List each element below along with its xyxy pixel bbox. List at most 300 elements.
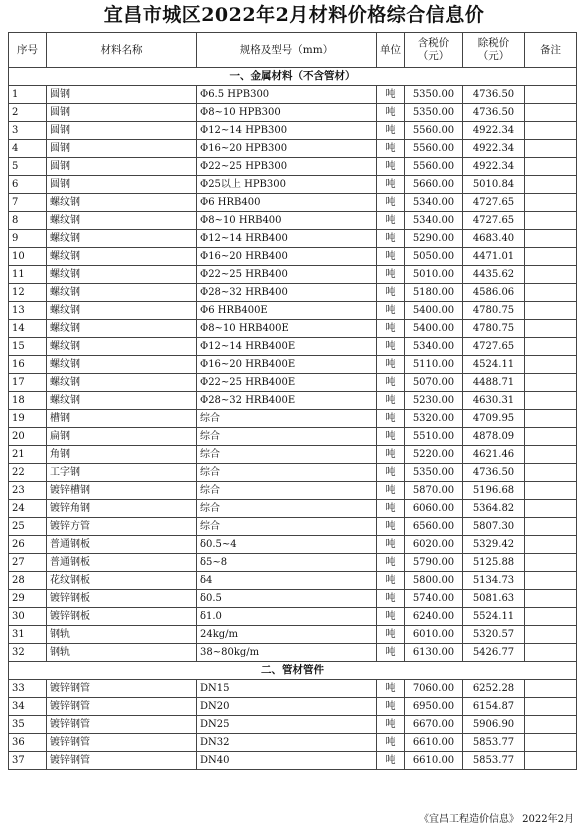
cell-name: 螺纹钢 bbox=[47, 392, 197, 410]
cell-tax-incl: 6130.00 bbox=[405, 644, 463, 662]
cell-spec: 综合 bbox=[197, 518, 377, 536]
cell-no: 29 bbox=[9, 590, 47, 608]
cell-spec: Φ12~14 HRB400E bbox=[197, 338, 377, 356]
cell-no: 37 bbox=[9, 752, 47, 770]
cell-name: 镀锌钢管 bbox=[47, 698, 197, 716]
cell-no: 21 bbox=[9, 446, 47, 464]
cell-spec: Φ22~25 HRB400 bbox=[197, 266, 377, 284]
cell-tax-incl: 6950.00 bbox=[405, 698, 463, 716]
cell-no: 2 bbox=[9, 104, 47, 122]
cell-remark bbox=[525, 392, 577, 410]
cell-tax-excl: 4727.65 bbox=[463, 194, 525, 212]
cell-name: 圆钢 bbox=[47, 158, 197, 176]
cell-no: 36 bbox=[9, 734, 47, 752]
table-row bbox=[9, 158, 577, 176]
header-tax-excl-line1: 除税价 bbox=[477, 37, 510, 49]
cell-name: 角钢 bbox=[47, 446, 197, 464]
cell-unit: 吨 bbox=[377, 338, 405, 356]
cell-tax-excl: 5364.82 bbox=[463, 500, 525, 518]
cell-no: 34 bbox=[9, 698, 47, 716]
cell-no: 28 bbox=[9, 572, 47, 590]
cell-unit: 吨 bbox=[377, 320, 405, 338]
cell-remark bbox=[525, 248, 577, 266]
cell-unit: 吨 bbox=[377, 302, 405, 320]
cell-name: 圆钢 bbox=[47, 104, 197, 122]
table-row bbox=[9, 554, 577, 572]
cell-no: 30 bbox=[9, 608, 47, 626]
cell-spec: 综合 bbox=[197, 410, 377, 428]
cell-unit: 吨 bbox=[377, 122, 405, 140]
cell-tax-excl: 5853.77 bbox=[463, 734, 525, 752]
cell-tax-incl: 5350.00 bbox=[405, 104, 463, 122]
cell-tax-incl: 5510.00 bbox=[405, 428, 463, 446]
cell-spec: δ5~8 bbox=[197, 554, 377, 572]
cell-remark bbox=[525, 626, 577, 644]
cell-remark bbox=[525, 644, 577, 662]
cell-unit: 吨 bbox=[377, 698, 405, 716]
cell-remark bbox=[525, 410, 577, 428]
cell-unit: 吨 bbox=[377, 194, 405, 212]
header-unit: 单位 bbox=[377, 33, 405, 68]
header-remark: 备注 bbox=[525, 33, 577, 68]
cell-unit: 吨 bbox=[377, 356, 405, 374]
cell-remark bbox=[525, 734, 577, 752]
cell-name: 圆钢 bbox=[47, 176, 197, 194]
cell-name: 螺纹钢 bbox=[47, 338, 197, 356]
cell-remark bbox=[525, 86, 577, 104]
table-row bbox=[9, 140, 577, 158]
table-row bbox=[9, 122, 577, 140]
cell-remark bbox=[525, 374, 577, 392]
cell-spec: Φ22~25 HRB400E bbox=[197, 374, 377, 392]
cell-remark bbox=[525, 554, 577, 572]
cell-remark bbox=[525, 482, 577, 500]
cell-remark bbox=[525, 572, 577, 590]
cell-tax-excl: 6154.87 bbox=[463, 698, 525, 716]
cell-tax-incl: 6670.00 bbox=[405, 716, 463, 734]
cell-tax-incl: 7060.00 bbox=[405, 680, 463, 698]
cell-tax-excl: 5329.42 bbox=[463, 536, 525, 554]
cell-unit: 吨 bbox=[377, 230, 405, 248]
cell-tax-excl: 4630.31 bbox=[463, 392, 525, 410]
cell-remark bbox=[525, 428, 577, 446]
table-row bbox=[9, 734, 577, 752]
cell-tax-incl: 5560.00 bbox=[405, 122, 463, 140]
cell-name: 普通钢板 bbox=[47, 536, 197, 554]
section-header-row bbox=[9, 662, 577, 680]
table-row bbox=[9, 500, 577, 518]
cell-tax-incl: 5560.00 bbox=[405, 158, 463, 176]
table-row bbox=[9, 716, 577, 734]
cell-tax-excl: 4922.34 bbox=[463, 122, 525, 140]
cell-remark bbox=[525, 680, 577, 698]
cell-unit: 吨 bbox=[377, 446, 405, 464]
cell-name: 钢轨 bbox=[47, 644, 197, 662]
cell-spec: Φ28~32 HRB400E bbox=[197, 392, 377, 410]
cell-spec: DN32 bbox=[197, 734, 377, 752]
cell-no: 22 bbox=[9, 464, 47, 482]
cell-tax-incl: 5290.00 bbox=[405, 230, 463, 248]
cell-remark bbox=[525, 590, 577, 608]
cell-name: 镀锌槽钢 bbox=[47, 482, 197, 500]
cell-remark bbox=[525, 608, 577, 626]
cell-name: 螺纹钢 bbox=[47, 230, 197, 248]
cell-spec: Φ8~10 HPB300 bbox=[197, 104, 377, 122]
cell-unit: 吨 bbox=[377, 752, 405, 770]
cell-tax-excl: 4586.06 bbox=[463, 284, 525, 302]
cell-tax-incl: 5660.00 bbox=[405, 176, 463, 194]
cell-name: 工字钢 bbox=[47, 464, 197, 482]
cell-tax-incl: 5560.00 bbox=[405, 140, 463, 158]
table-row bbox=[9, 338, 577, 356]
cell-unit: 吨 bbox=[377, 86, 405, 104]
cell-unit: 吨 bbox=[377, 104, 405, 122]
cell-tax-excl: 5524.11 bbox=[463, 608, 525, 626]
cell-no: 1 bbox=[9, 86, 47, 104]
cell-unit: 吨 bbox=[377, 500, 405, 518]
cell-tax-incl: 5110.00 bbox=[405, 356, 463, 374]
cell-spec: Φ16~20 HRB400E bbox=[197, 356, 377, 374]
cell-name: 圆钢 bbox=[47, 122, 197, 140]
cell-tax-incl: 5070.00 bbox=[405, 374, 463, 392]
cell-tax-excl: 4471.01 bbox=[463, 248, 525, 266]
table-row bbox=[9, 176, 577, 194]
cell-tax-excl: 5081.63 bbox=[463, 590, 525, 608]
cell-tax-incl: 5400.00 bbox=[405, 302, 463, 320]
table-row bbox=[9, 374, 577, 392]
table-body bbox=[9, 68, 577, 770]
cell-spec: Φ25以上 HPB300 bbox=[197, 176, 377, 194]
cell-remark bbox=[525, 230, 577, 248]
table-header-row bbox=[9, 33, 577, 68]
cell-spec: 24kg/m bbox=[197, 626, 377, 644]
cell-no: 6 bbox=[9, 176, 47, 194]
table-row bbox=[9, 266, 577, 284]
cell-name: 螺纹钢 bbox=[47, 356, 197, 374]
cell-spec: Φ28~32 HRB400 bbox=[197, 284, 377, 302]
cell-tax-incl: 5340.00 bbox=[405, 212, 463, 230]
cell-unit: 吨 bbox=[377, 716, 405, 734]
cell-no: 26 bbox=[9, 536, 47, 554]
cell-tax-incl: 5340.00 bbox=[405, 194, 463, 212]
table-row bbox=[9, 680, 577, 698]
cell-spec: DN40 bbox=[197, 752, 377, 770]
cell-spec: Φ16~20 HPB300 bbox=[197, 140, 377, 158]
cell-name: 槽钢 bbox=[47, 410, 197, 428]
cell-tax-incl: 6010.00 bbox=[405, 626, 463, 644]
cell-unit: 吨 bbox=[377, 410, 405, 428]
table-row bbox=[9, 392, 577, 410]
cell-tax-excl: 5125.88 bbox=[463, 554, 525, 572]
cell-unit: 吨 bbox=[377, 680, 405, 698]
cell-unit: 吨 bbox=[377, 374, 405, 392]
table-row bbox=[9, 320, 577, 338]
cell-name: 镀锌钢管 bbox=[47, 752, 197, 770]
table-row bbox=[9, 536, 577, 554]
cell-unit: 吨 bbox=[377, 266, 405, 284]
table-row bbox=[9, 752, 577, 770]
cell-spec: Φ6 HRB400 bbox=[197, 194, 377, 212]
cell-unit: 吨 bbox=[377, 626, 405, 644]
cell-no: 11 bbox=[9, 266, 47, 284]
cell-no: 33 bbox=[9, 680, 47, 698]
table-row bbox=[9, 194, 577, 212]
cell-spec: 综合 bbox=[197, 482, 377, 500]
cell-name: 镀锌钢板 bbox=[47, 590, 197, 608]
cell-remark bbox=[525, 302, 577, 320]
cell-unit: 吨 bbox=[377, 518, 405, 536]
cell-no: 9 bbox=[9, 230, 47, 248]
cell-tax-excl: 4736.50 bbox=[463, 86, 525, 104]
cell-name: 螺纹钢 bbox=[47, 194, 197, 212]
cell-no: 17 bbox=[9, 374, 47, 392]
cell-name: 镀锌钢管 bbox=[47, 716, 197, 734]
cell-no: 23 bbox=[9, 482, 47, 500]
header-tax-excl bbox=[463, 33, 525, 68]
cell-spec: δ0.5 bbox=[197, 590, 377, 608]
cell-tax-incl: 6240.00 bbox=[405, 608, 463, 626]
cell-tax-excl: 4727.65 bbox=[463, 212, 525, 230]
cell-unit: 吨 bbox=[377, 536, 405, 554]
cell-spec: 38~80kg/m bbox=[197, 644, 377, 662]
cell-remark bbox=[525, 320, 577, 338]
table-row bbox=[9, 230, 577, 248]
table-row bbox=[9, 104, 577, 122]
cell-unit: 吨 bbox=[377, 158, 405, 176]
cell-no: 4 bbox=[9, 140, 47, 158]
cell-tax-excl: 5426.77 bbox=[463, 644, 525, 662]
table-row bbox=[9, 608, 577, 626]
header-tax-excl-line2: （元） bbox=[477, 50, 510, 62]
cell-spec: δ4 bbox=[197, 572, 377, 590]
table-row bbox=[9, 248, 577, 266]
header-tax-incl bbox=[405, 33, 463, 68]
footer-source: 《宜昌工程造价信息》 2022年2月 bbox=[419, 814, 574, 825]
table-row bbox=[9, 644, 577, 662]
cell-spec: Φ12~14 HRB400 bbox=[197, 230, 377, 248]
cell-remark bbox=[525, 122, 577, 140]
header-no: 序号 bbox=[9, 33, 47, 68]
cell-tax-incl: 5350.00 bbox=[405, 86, 463, 104]
cell-tax-excl: 5807.30 bbox=[463, 518, 525, 536]
cell-unit: 吨 bbox=[377, 464, 405, 482]
cell-tax-incl: 5050.00 bbox=[405, 248, 463, 266]
cell-unit: 吨 bbox=[377, 734, 405, 752]
cell-name: 螺纹钢 bbox=[47, 284, 197, 302]
cell-no: 14 bbox=[9, 320, 47, 338]
cell-remark bbox=[525, 536, 577, 554]
cell-unit: 吨 bbox=[377, 212, 405, 230]
cell-no: 32 bbox=[9, 644, 47, 662]
cell-no: 7 bbox=[9, 194, 47, 212]
cell-name: 镀锌钢管 bbox=[47, 734, 197, 752]
cell-unit: 吨 bbox=[377, 482, 405, 500]
cell-tax-incl: 5400.00 bbox=[405, 320, 463, 338]
cell-spec: DN15 bbox=[197, 680, 377, 698]
cell-remark bbox=[525, 338, 577, 356]
cell-no: 5 bbox=[9, 158, 47, 176]
cell-no: 19 bbox=[9, 410, 47, 428]
cell-no: 18 bbox=[9, 392, 47, 410]
table-row bbox=[9, 302, 577, 320]
cell-remark bbox=[525, 356, 577, 374]
price-table bbox=[8, 32, 577, 770]
table-row bbox=[9, 356, 577, 374]
cell-no: 15 bbox=[9, 338, 47, 356]
header-spec: 规格及型号（mm） bbox=[197, 33, 377, 68]
table-row bbox=[9, 590, 577, 608]
table-row bbox=[9, 482, 577, 500]
cell-no: 8 bbox=[9, 212, 47, 230]
cell-no: 10 bbox=[9, 248, 47, 266]
cell-name: 螺纹钢 bbox=[47, 374, 197, 392]
cell-tax-excl: 5196.68 bbox=[463, 482, 525, 500]
cell-spec: Φ6.5 HPB300 bbox=[197, 86, 377, 104]
table-row bbox=[9, 410, 577, 428]
table-row bbox=[9, 518, 577, 536]
cell-remark bbox=[525, 194, 577, 212]
cell-spec: Φ6 HRB400E bbox=[197, 302, 377, 320]
cell-name: 镀锌钢板 bbox=[47, 608, 197, 626]
table-row bbox=[9, 626, 577, 644]
cell-tax-excl: 4524.11 bbox=[463, 356, 525, 374]
cell-name: 普通钢板 bbox=[47, 554, 197, 572]
cell-name: 螺纹钢 bbox=[47, 248, 197, 266]
cell-spec: DN25 bbox=[197, 716, 377, 734]
cell-remark bbox=[525, 518, 577, 536]
cell-name: 圆钢 bbox=[47, 140, 197, 158]
cell-unit: 吨 bbox=[377, 248, 405, 266]
cell-spec: Φ12~14 HPB300 bbox=[197, 122, 377, 140]
page-title: 宜昌市城区2022年2月材料价格综合信息价 bbox=[103, 4, 485, 26]
cell-name: 镀锌钢管 bbox=[47, 680, 197, 698]
cell-spec: δ1.0 bbox=[197, 608, 377, 626]
cell-tax-incl: 6610.00 bbox=[405, 752, 463, 770]
cell-tax-incl: 5180.00 bbox=[405, 284, 463, 302]
cell-remark bbox=[525, 140, 577, 158]
section-header-row bbox=[9, 68, 577, 86]
cell-no: 12 bbox=[9, 284, 47, 302]
cell-no: 27 bbox=[9, 554, 47, 572]
table-row bbox=[9, 86, 577, 104]
cell-name: 钢轨 bbox=[47, 626, 197, 644]
cell-tax-incl: 6610.00 bbox=[405, 734, 463, 752]
cell-no: 16 bbox=[9, 356, 47, 374]
cell-tax-excl: 4488.71 bbox=[463, 374, 525, 392]
cell-tax-excl: 4683.40 bbox=[463, 230, 525, 248]
section-title: 二、管材管件 bbox=[9, 662, 577, 680]
cell-remark bbox=[525, 698, 577, 716]
cell-tax-incl: 5350.00 bbox=[405, 464, 463, 482]
cell-tax-incl: 5740.00 bbox=[405, 590, 463, 608]
cell-no: 25 bbox=[9, 518, 47, 536]
cell-spec: 综合 bbox=[197, 464, 377, 482]
cell-name: 螺纹钢 bbox=[47, 320, 197, 338]
cell-spec: Φ22~25 HPB300 bbox=[197, 158, 377, 176]
cell-remark bbox=[525, 464, 577, 482]
table-row bbox=[9, 212, 577, 230]
cell-tax-excl: 5906.90 bbox=[463, 716, 525, 734]
cell-unit: 吨 bbox=[377, 608, 405, 626]
cell-no: 35 bbox=[9, 716, 47, 734]
cell-name: 螺纹钢 bbox=[47, 266, 197, 284]
cell-spec: 综合 bbox=[197, 500, 377, 518]
cell-remark bbox=[525, 176, 577, 194]
cell-spec: Φ8~10 HRB400E bbox=[197, 320, 377, 338]
cell-unit: 吨 bbox=[377, 140, 405, 158]
cell-remark bbox=[525, 266, 577, 284]
cell-tax-incl: 6560.00 bbox=[405, 518, 463, 536]
cell-spec: δ0.5~4 bbox=[197, 536, 377, 554]
header-tax-incl-line1: 含税价 bbox=[417, 37, 450, 49]
cell-remark bbox=[525, 212, 577, 230]
cell-tax-excl: 5010.84 bbox=[463, 176, 525, 194]
cell-spec: DN20 bbox=[197, 698, 377, 716]
cell-remark bbox=[525, 446, 577, 464]
cell-tax-incl: 5220.00 bbox=[405, 446, 463, 464]
cell-name: 花纹钢板 bbox=[47, 572, 197, 590]
cell-tax-excl: 4736.50 bbox=[463, 104, 525, 122]
cell-remark bbox=[525, 500, 577, 518]
cell-tax-excl: 4922.34 bbox=[463, 158, 525, 176]
table-row bbox=[9, 572, 577, 590]
cell-tax-incl: 5790.00 bbox=[405, 554, 463, 572]
cell-tax-excl: 5320.57 bbox=[463, 626, 525, 644]
cell-tax-excl: 4727.65 bbox=[463, 338, 525, 356]
cell-tax-excl: 4780.75 bbox=[463, 302, 525, 320]
cell-tax-excl: 4621.46 bbox=[463, 446, 525, 464]
table-row bbox=[9, 698, 577, 716]
cell-remark bbox=[525, 752, 577, 770]
cell-name: 圆钢 bbox=[47, 86, 197, 104]
cell-tax-incl: 5320.00 bbox=[405, 410, 463, 428]
header-tax-incl-line2: （元） bbox=[417, 50, 450, 62]
cell-tax-excl: 5134.73 bbox=[463, 572, 525, 590]
cell-spec: 综合 bbox=[197, 446, 377, 464]
cell-no: 24 bbox=[9, 500, 47, 518]
cell-tax-incl: 6060.00 bbox=[405, 500, 463, 518]
cell-tax-excl: 5853.77 bbox=[463, 752, 525, 770]
cell-tax-excl: 6252.28 bbox=[463, 680, 525, 698]
cell-spec: Φ16~20 HRB400 bbox=[197, 248, 377, 266]
header-name: 材料名称 bbox=[47, 33, 197, 68]
cell-no: 20 bbox=[9, 428, 47, 446]
cell-spec: Φ8~10 HRB400 bbox=[197, 212, 377, 230]
cell-unit: 吨 bbox=[377, 176, 405, 194]
cell-name: 镀锌方管 bbox=[47, 518, 197, 536]
cell-spec: 综合 bbox=[197, 428, 377, 446]
table-row bbox=[9, 428, 577, 446]
cell-tax-incl: 6020.00 bbox=[405, 536, 463, 554]
cell-tax-incl: 5340.00 bbox=[405, 338, 463, 356]
cell-remark bbox=[525, 158, 577, 176]
cell-no: 13 bbox=[9, 302, 47, 320]
cell-tax-excl: 4709.95 bbox=[463, 410, 525, 428]
table-row bbox=[9, 464, 577, 482]
cell-tax-excl: 4736.50 bbox=[463, 464, 525, 482]
cell-remark bbox=[525, 284, 577, 302]
cell-unit: 吨 bbox=[377, 644, 405, 662]
cell-unit: 吨 bbox=[377, 428, 405, 446]
cell-tax-excl: 4780.75 bbox=[463, 320, 525, 338]
cell-unit: 吨 bbox=[377, 392, 405, 410]
cell-name: 螺纹钢 bbox=[47, 302, 197, 320]
table-row bbox=[9, 284, 577, 302]
cell-name: 镀锌角钢 bbox=[47, 500, 197, 518]
cell-tax-incl: 5010.00 bbox=[405, 266, 463, 284]
cell-tax-incl: 5870.00 bbox=[405, 482, 463, 500]
cell-unit: 吨 bbox=[377, 554, 405, 572]
